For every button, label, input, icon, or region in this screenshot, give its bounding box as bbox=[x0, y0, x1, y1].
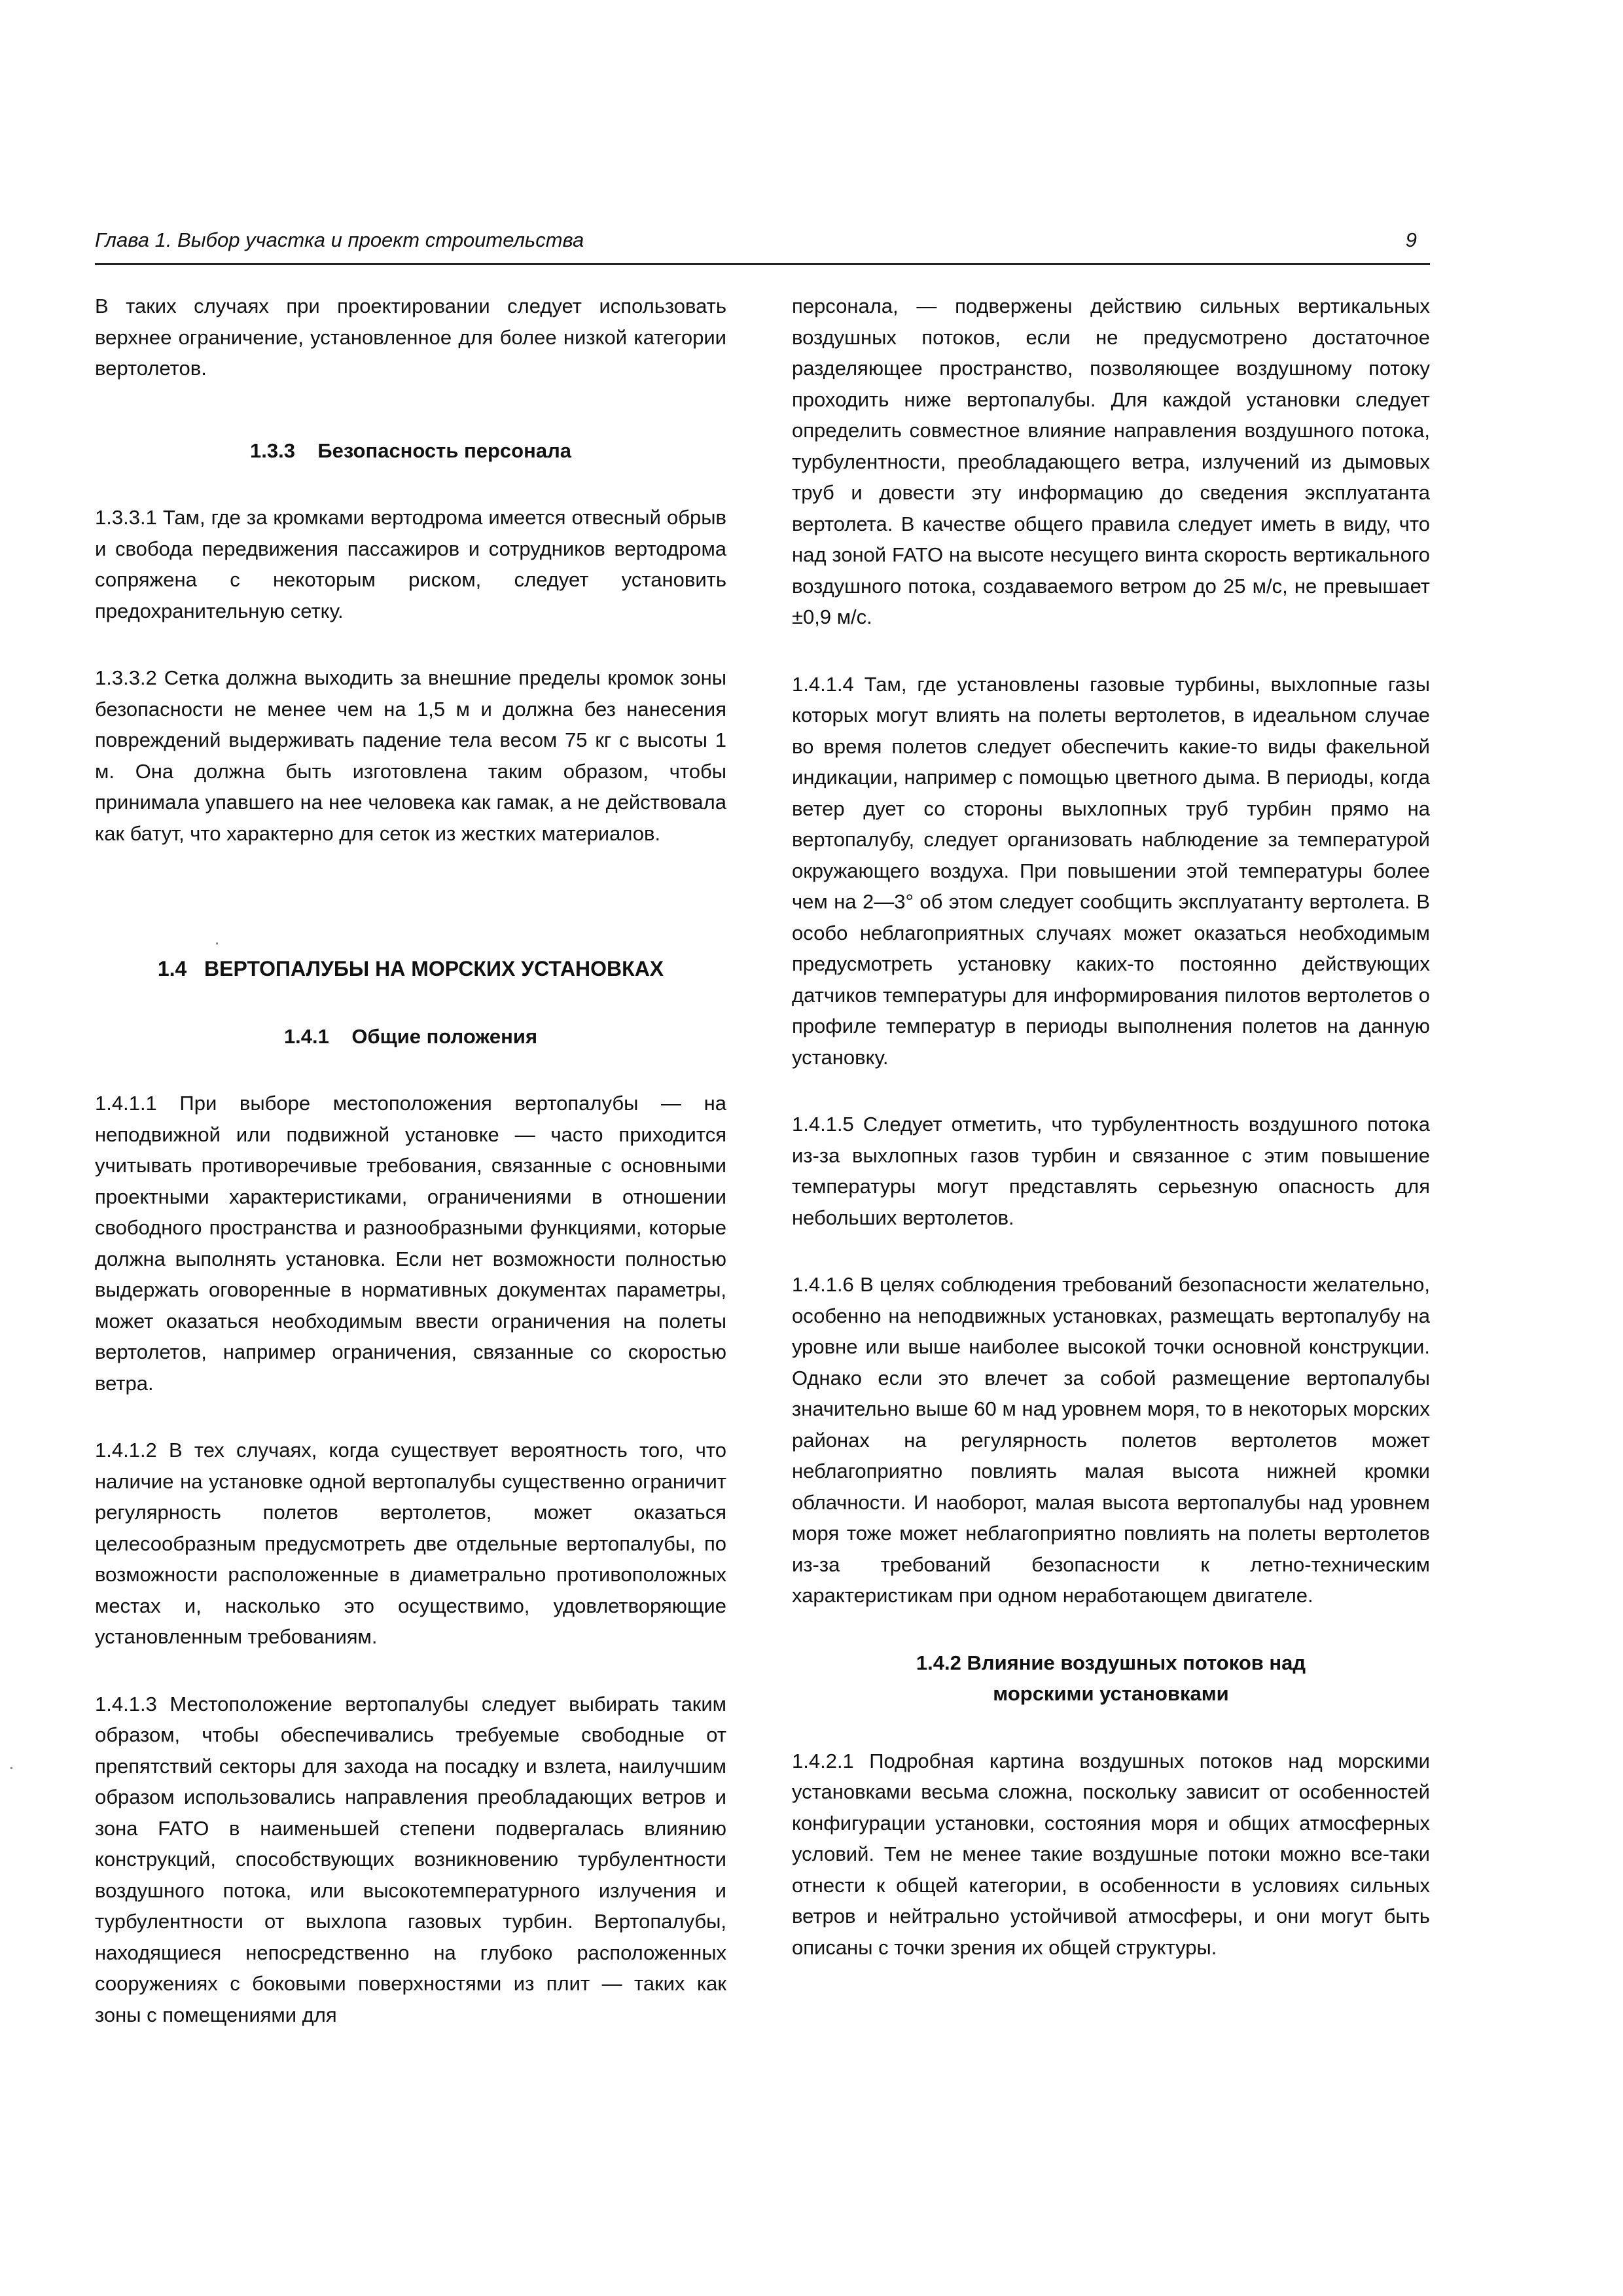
heading-1-4-2-line1: 1.4.2 Влияние воздушных потоков над bbox=[916, 1651, 1306, 1674]
paragraph-1-4-1-1: 1.4.1.1 При выборе местоположения вертопалубы — на неподвижной или подвижной установке — часто приходится учитывать противоречивые требования, связанные с основными проектными характеристиками, ограничениями в отношении свободного пространства и разнообразными функциями, которые должна выполнять установка. Если нет возможности полностью выдержать оговоренные в нормативных документах параметры, может оказаться необходимым ввести ограничения на полеты вертолетов, например ограничения, связанные со скоростью ветра. bbox=[95, 1092, 726, 1395]
paragraph-continued: персонала, — подвержены действию сильных вертикальных воздушных потоков, если не предусмотрено достаточное разделяющее пространство, позволяющее воздушному потоку проходить ниже вертопалубы. Для каждой установки следует определить совместное влияние направления воздушного потока, турбулентности, преобладающего ветра, излучений из дымовых труб и довести эту информацию до сведения эксплуатанта вертолета. В качестве общего правила следует иметь в виду, что над зоной FATO на высоте несущего винта скорость вертикального воздушного потока, создаваемого ветром до 25 м/с, не превышает ±0,9 м/с. bbox=[792, 295, 1430, 628]
heading-1-4-2 bbox=[792, 1647, 1430, 1710]
page-number: 9 bbox=[1405, 228, 1417, 251]
right-column bbox=[792, 291, 1430, 1963]
paragraph-1-4-1-3: 1.4.1.3 Местоположение вертопалубы следует выбирать таким образом, чтобы обеспечивались требуемые свободные от препятствий секторы для захода на посадку и взлета, наилучшим образом использовались направления преобладающих ветров и зона FATO в наименьшей степени подвергалась влиянию конструкций, способствующих возникновению турбулентности воздушного потока, или высокотемпературного излучения и турбулентности от выхлопа газовых турбин. Вертопалубы, находящиеся непосредственно на глубоко расположенных сооружениях с боковыми поверхностями из плит — таких как зоны с помещениями для bbox=[95, 1692, 726, 2026]
scan-speck-margin bbox=[10, 1767, 12, 1769]
scan-speck bbox=[216, 942, 218, 944]
paragraph-1-3-3-2: 1.3.3.2 Сетка должна выходить за внешние пределы кромок зоны безопасности не менее чем на 1,5 м и должна без нанесения повреждений выдерживать падение тела весом 75 кг с высоты 1 м. Она должна быть изготовлена таким образом, чтобы принимала упавшего на нее человека как гамак, а не действовала как батут, что характерно для сеток из жестких материалов. bbox=[95, 666, 726, 845]
left-column bbox=[95, 291, 726, 2030]
paragraph-1-4-1-2: 1.4.1.2 В тех случаях, когда существует вероятность того, что наличие на установке одной вертопалубы существенно ограничит регулярность полетов вертолетов, может оказаться целесообразным предусмотреть две отдельные вертопалубы, по возможности расположенные в диаметрально противоположных местах и, насколько это осуществимо, удовлетворяющие установленным требованиям. bbox=[95, 1439, 726, 1648]
heading-1-3-3: 1.3.3 Безопасность персонала bbox=[249, 439, 572, 462]
paragraph-intro: В таких случаях при проектировании следует использовать верхнее ограничение, установленное для более низкой категории вертолетов. bbox=[95, 295, 726, 380]
paragraph-1-3-3-1: 1.3.3.1 Там, где за кромками вертодрома имеется отвесный обрыв и свобода передвижения пассажиров и сотрудников вертодрома сопряжена с некоторым риском, следует установить предохранительную сетку. bbox=[95, 506, 726, 622]
heading-1-4-1: 1.4.1 Общие положения bbox=[283, 1024, 538, 1048]
running-header bbox=[95, 226, 1430, 260]
paragraph-1-4-1-6: 1.4.1.6 В целях соблюдения требований безопасности желательно, особенно на неподвижных установках, размещать вертопалубу на уровне или выше наиболее высокой точки основной конструкции. Однако если это влечет за собой размещение вертопалубы значительно выше 60 м над уровнем моря, то в некоторых морских районах на регулярность полетов вертолетов может неблагоприятно повлиять малая высота нижней кромки облачности. И наоборот, малая высота вертопалубы над уровнем моря тоже может неблагоприятно повлиять на полеты вертолетов из-за требований безопасности к летно-техническим характеристикам при одном неработающем двигателе. bbox=[792, 1273, 1430, 1607]
heading-1-4-2-line2: морскими установками bbox=[993, 1682, 1229, 1705]
header-rule bbox=[95, 263, 1430, 265]
heading-1-4: 1.4 ВЕРТОПАЛУБЫ НА МОРСКИХ УСТАНОВКАХ bbox=[157, 957, 664, 980]
chapter-title: Глава 1. Выбор участка и проект строительства bbox=[95, 228, 584, 251]
paragraph-1-4-1-5: 1.4.1.5 Следует отметить, что турбулентность воздушного потока из-за выхлопных газов турбин и связанное с этим повышение температуры могут представлять серьезную опасность для небольших вертолетов. bbox=[792, 1113, 1430, 1229]
paragraph-1-4-2-1: 1.4.2.1 Подробная картина воздушных потоков над морскими установками весьма сложна, поскольку зависит от особенностей конфигурации установки, состояния моря и общих атмосферных условий. Тем не менее такие воздушные потоки можно все-таки отнести к общей категории, в особенности в условиях сильных ветров и нейтрально устойчивой атмосферы, и они могут быть описаны с точки зрения их общей структуры. bbox=[792, 1749, 1430, 1959]
paragraph-1-4-1-4: 1.4.1.4 Там, где установлены газовые турбины, выхлопные газы которых могут влиять на полеты вертолетов, в идеальном случае во время полетов следует обеспечить какие-то виды факельной индикации, например с помощью цветного дыма. В периоды, когда ветер дует со стороны выхлопных труб турбин прямо на вертопалубу, следует организовать наблюдение за температурой окружающего воздуха. При повышении этой температуры более чем на 2—3° об этом следует сообщить эксплуатанту вертолета. В особо неблагоприятных случаях может оказаться необходимым предусмотреть установку каких-то постоянно действующих датчиков температуры для информирования пилотов вертолетов о профиле температур в периоды выполнения полетов на данную установку. bbox=[792, 672, 1430, 1069]
